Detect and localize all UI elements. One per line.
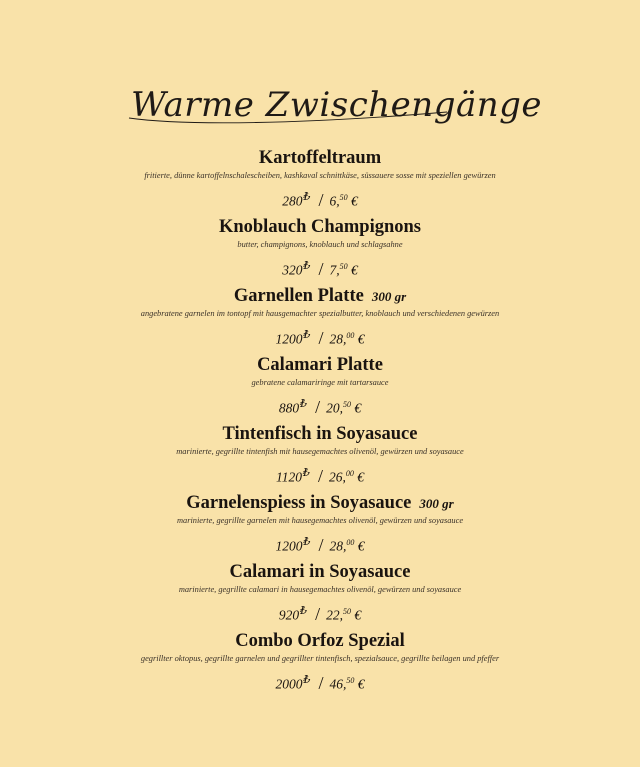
price-eur: 28, xyxy=(329,538,347,554)
price-separator: / xyxy=(318,672,324,693)
dish-name: Kartoffeltraum xyxy=(258,148,382,168)
dish-description: angebratene garnelen im tontopf mit hausgemachter spezialbutter, knoblauch und verschiedenen gewürzen xyxy=(140,309,500,318)
menu-item xyxy=(0,493,640,562)
menu-item xyxy=(0,217,640,286)
dish-price xyxy=(0,394,640,419)
price-eur-cents: 00 xyxy=(346,331,355,340)
currency-eur: € xyxy=(357,469,364,485)
price-eur-cents: 50 xyxy=(339,262,348,271)
dish-price xyxy=(0,601,640,626)
price-try: 280 xyxy=(282,193,303,209)
dish-price xyxy=(0,463,640,488)
dish-description: gebratene calamariringe mit tartarsauce xyxy=(251,378,389,387)
menu-item xyxy=(0,562,640,631)
currency-eur: € xyxy=(357,538,365,554)
price-eur: 26, xyxy=(329,469,346,485)
currency-try: ₺ xyxy=(300,398,308,410)
menu-item xyxy=(0,424,640,493)
price-eur: 20, xyxy=(326,400,343,416)
price-try: 2000 xyxy=(275,676,303,692)
price-eur: 46, xyxy=(329,676,347,692)
price-try: 1200 xyxy=(275,331,303,347)
price-separator: / xyxy=(318,189,324,210)
dish-weight: 300 gr xyxy=(371,289,407,304)
script-heading-graphic xyxy=(125,72,543,142)
price-separator: / xyxy=(318,534,324,555)
currency-try: ₺ xyxy=(303,329,311,341)
price-try: 1200 xyxy=(275,538,303,554)
price-separator: / xyxy=(317,465,323,486)
dish-weight: 300 gr xyxy=(419,496,454,511)
price-eur: 7, xyxy=(329,262,340,278)
dish-description: butter, champignons, knoblauch und schlagsahne xyxy=(237,240,403,249)
dish-name: Calamari in Soyasauce xyxy=(229,562,411,582)
currency-eur: € xyxy=(351,193,358,209)
dish-name: Tintenfisch in Soyasauce xyxy=(222,424,418,444)
price-try: 920 xyxy=(278,607,300,623)
menu-item xyxy=(0,631,640,700)
price-try: 880 xyxy=(278,400,300,416)
dish-description: fritierte, dünne kartoffelnschalescheiben, kashkaval schnittkäse, süssauere sosse mit speziellen gewürzen xyxy=(144,171,496,180)
dish-price xyxy=(0,532,640,557)
dish-name: Garnelenspiess in Soyasauce xyxy=(186,493,412,513)
dish-name: Combo Orfoz Spezial xyxy=(235,631,405,651)
section-heading xyxy=(125,72,543,142)
price-eur-cents: 00 xyxy=(345,469,354,478)
menu-item xyxy=(0,148,640,217)
currency-eur: € xyxy=(354,607,362,623)
currency-eur: € xyxy=(357,331,365,347)
price-separator: / xyxy=(315,396,321,417)
dish-name: Garnellen Platte xyxy=(233,286,364,306)
dish-price xyxy=(0,670,640,695)
menu-items-list xyxy=(0,148,640,700)
price-eur: 22, xyxy=(326,607,343,623)
dish-description: marinierte, gegrillte tintenfish mit hausegemachtes olivenöl, gewürzen und soyasauce xyxy=(176,447,464,456)
price-eur-cents: 50 xyxy=(343,607,351,616)
dish-price xyxy=(0,325,640,350)
dish-price xyxy=(0,187,640,212)
dish-description: marinierte, gegrillte calamari in hausegemachtes olivenöl, gewürzen und soyasauce xyxy=(178,585,462,594)
currency-eur: € xyxy=(357,676,365,692)
price-try: 320 xyxy=(282,262,303,278)
menu-item xyxy=(0,286,640,355)
currency-try: ₺ xyxy=(300,605,308,617)
currency-try: ₺ xyxy=(303,536,311,548)
price-eur-cents: 00 xyxy=(346,538,355,547)
price-eur: 6, xyxy=(329,193,340,209)
currency-try: ₺ xyxy=(302,467,310,479)
price-eur-cents: 50 xyxy=(346,676,355,685)
currency-try: ₺ xyxy=(303,674,311,686)
currency-eur: € xyxy=(354,400,362,416)
price-eur: 28, xyxy=(329,331,347,347)
price-eur-cents: 50 xyxy=(339,193,348,202)
currency-try: ₺ xyxy=(303,191,311,203)
price-separator: / xyxy=(318,258,324,279)
dish-name: Calamari Platte xyxy=(257,355,383,375)
dish-name: Knoblauch Champignons xyxy=(218,217,422,237)
currency-try: ₺ xyxy=(303,260,311,272)
dish-description: marinierte, gegrillte garnelen mit hausegemachtes olivenöl, gewürzen und soyasauce xyxy=(176,516,464,525)
price-eur-cents: 50 xyxy=(343,400,351,409)
dish-description: gegrillter oktopus, gegrillte garnelen und gegrillter tintenfisch, spezialsauce, gegrillte beilagen und pfeffer xyxy=(140,654,500,663)
price-try: 1120 xyxy=(275,469,302,485)
menu-item xyxy=(0,355,640,424)
currency-eur: € xyxy=(351,262,358,278)
dish-price xyxy=(0,256,640,281)
price-separator: / xyxy=(318,327,324,348)
section-title: Warme Zwischengänge xyxy=(131,85,543,125)
price-separator: / xyxy=(315,603,321,624)
